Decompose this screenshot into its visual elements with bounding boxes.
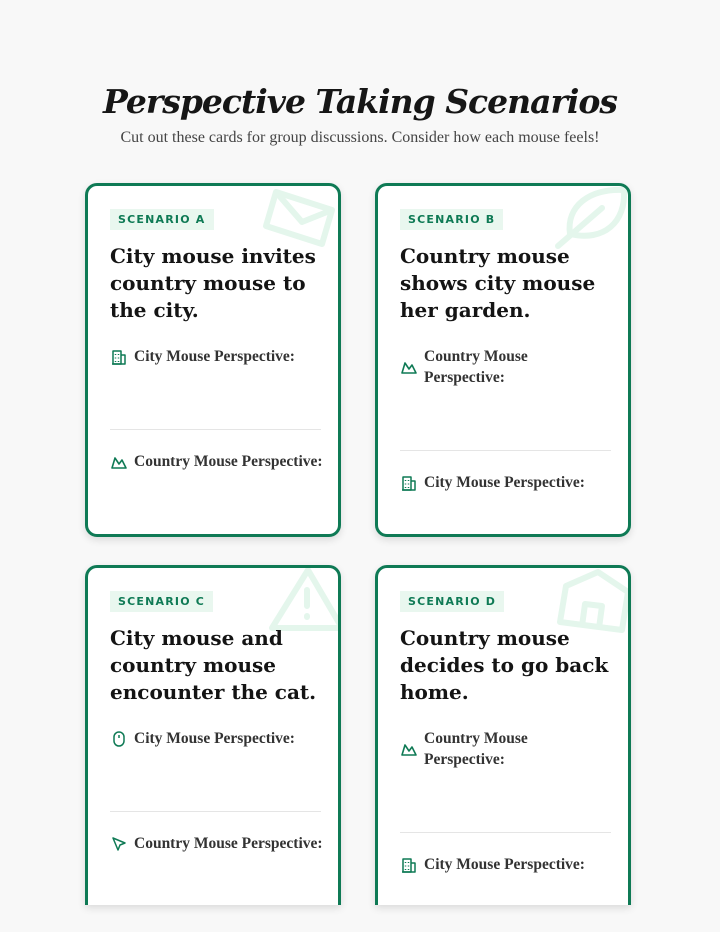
perspective-label: City Mouse Perspective: (134, 730, 295, 747)
scenario-badge: SCENARIO C (110, 591, 213, 612)
perspective-city (400, 472, 615, 493)
scenario-text: City mouse and country mouse encounter the cat. (110, 626, 317, 704)
scenario-card-c (85, 565, 341, 905)
building-icon (400, 856, 418, 874)
scenario-badge: SCENARIO A (110, 209, 214, 230)
divider (400, 450, 611, 451)
mountain-icon (110, 453, 128, 471)
perspective-label: City Mouse Perspective: (424, 474, 585, 491)
perspective-label: Country Mouse Perspective: (424, 730, 528, 768)
cursor-icon (110, 835, 128, 853)
perspective-city (110, 346, 325, 367)
scenario-badge: SCENARIO D (400, 591, 504, 612)
scenario-card-a (85, 183, 341, 537)
building-icon (110, 348, 128, 366)
scenario-text: City mouse invites country mouse to the city. (110, 244, 316, 322)
scenario-card-d (375, 565, 631, 905)
scenario-badge: SCENARIO B (400, 209, 503, 230)
scenario-text: Country mouse decides to go back home. (400, 626, 609, 704)
perspective-label: Country Mouse Perspective: (134, 453, 323, 470)
perspective-country (110, 833, 325, 854)
perspective-label: City Mouse Perspective: (134, 348, 295, 365)
building-icon (400, 474, 418, 492)
perspective-label: Country Mouse Perspective: (134, 835, 323, 852)
divider (400, 832, 611, 833)
perspective-country (110, 451, 325, 472)
perspective-city (400, 854, 615, 875)
perspective-country (400, 346, 615, 388)
perspective-city (110, 728, 325, 749)
page-title: Perspective Taking Scenarios (102, 82, 618, 121)
perspective-country (400, 728, 615, 770)
page-subtitle: Cut out these cards for group discussions. Consider how each mouse feels! (120, 129, 600, 146)
mountain-icon (400, 740, 418, 758)
scenario-card-b (375, 183, 631, 537)
scenario-text: Country mouse shows city mouse her garden. (400, 244, 596, 322)
perspective-label: City Mouse Perspective: (424, 856, 585, 873)
mouse-icon (110, 730, 128, 748)
mountain-icon (400, 358, 418, 376)
perspective-label: Country Mouse Perspective: (424, 348, 528, 386)
divider (110, 811, 321, 812)
divider (110, 429, 321, 430)
